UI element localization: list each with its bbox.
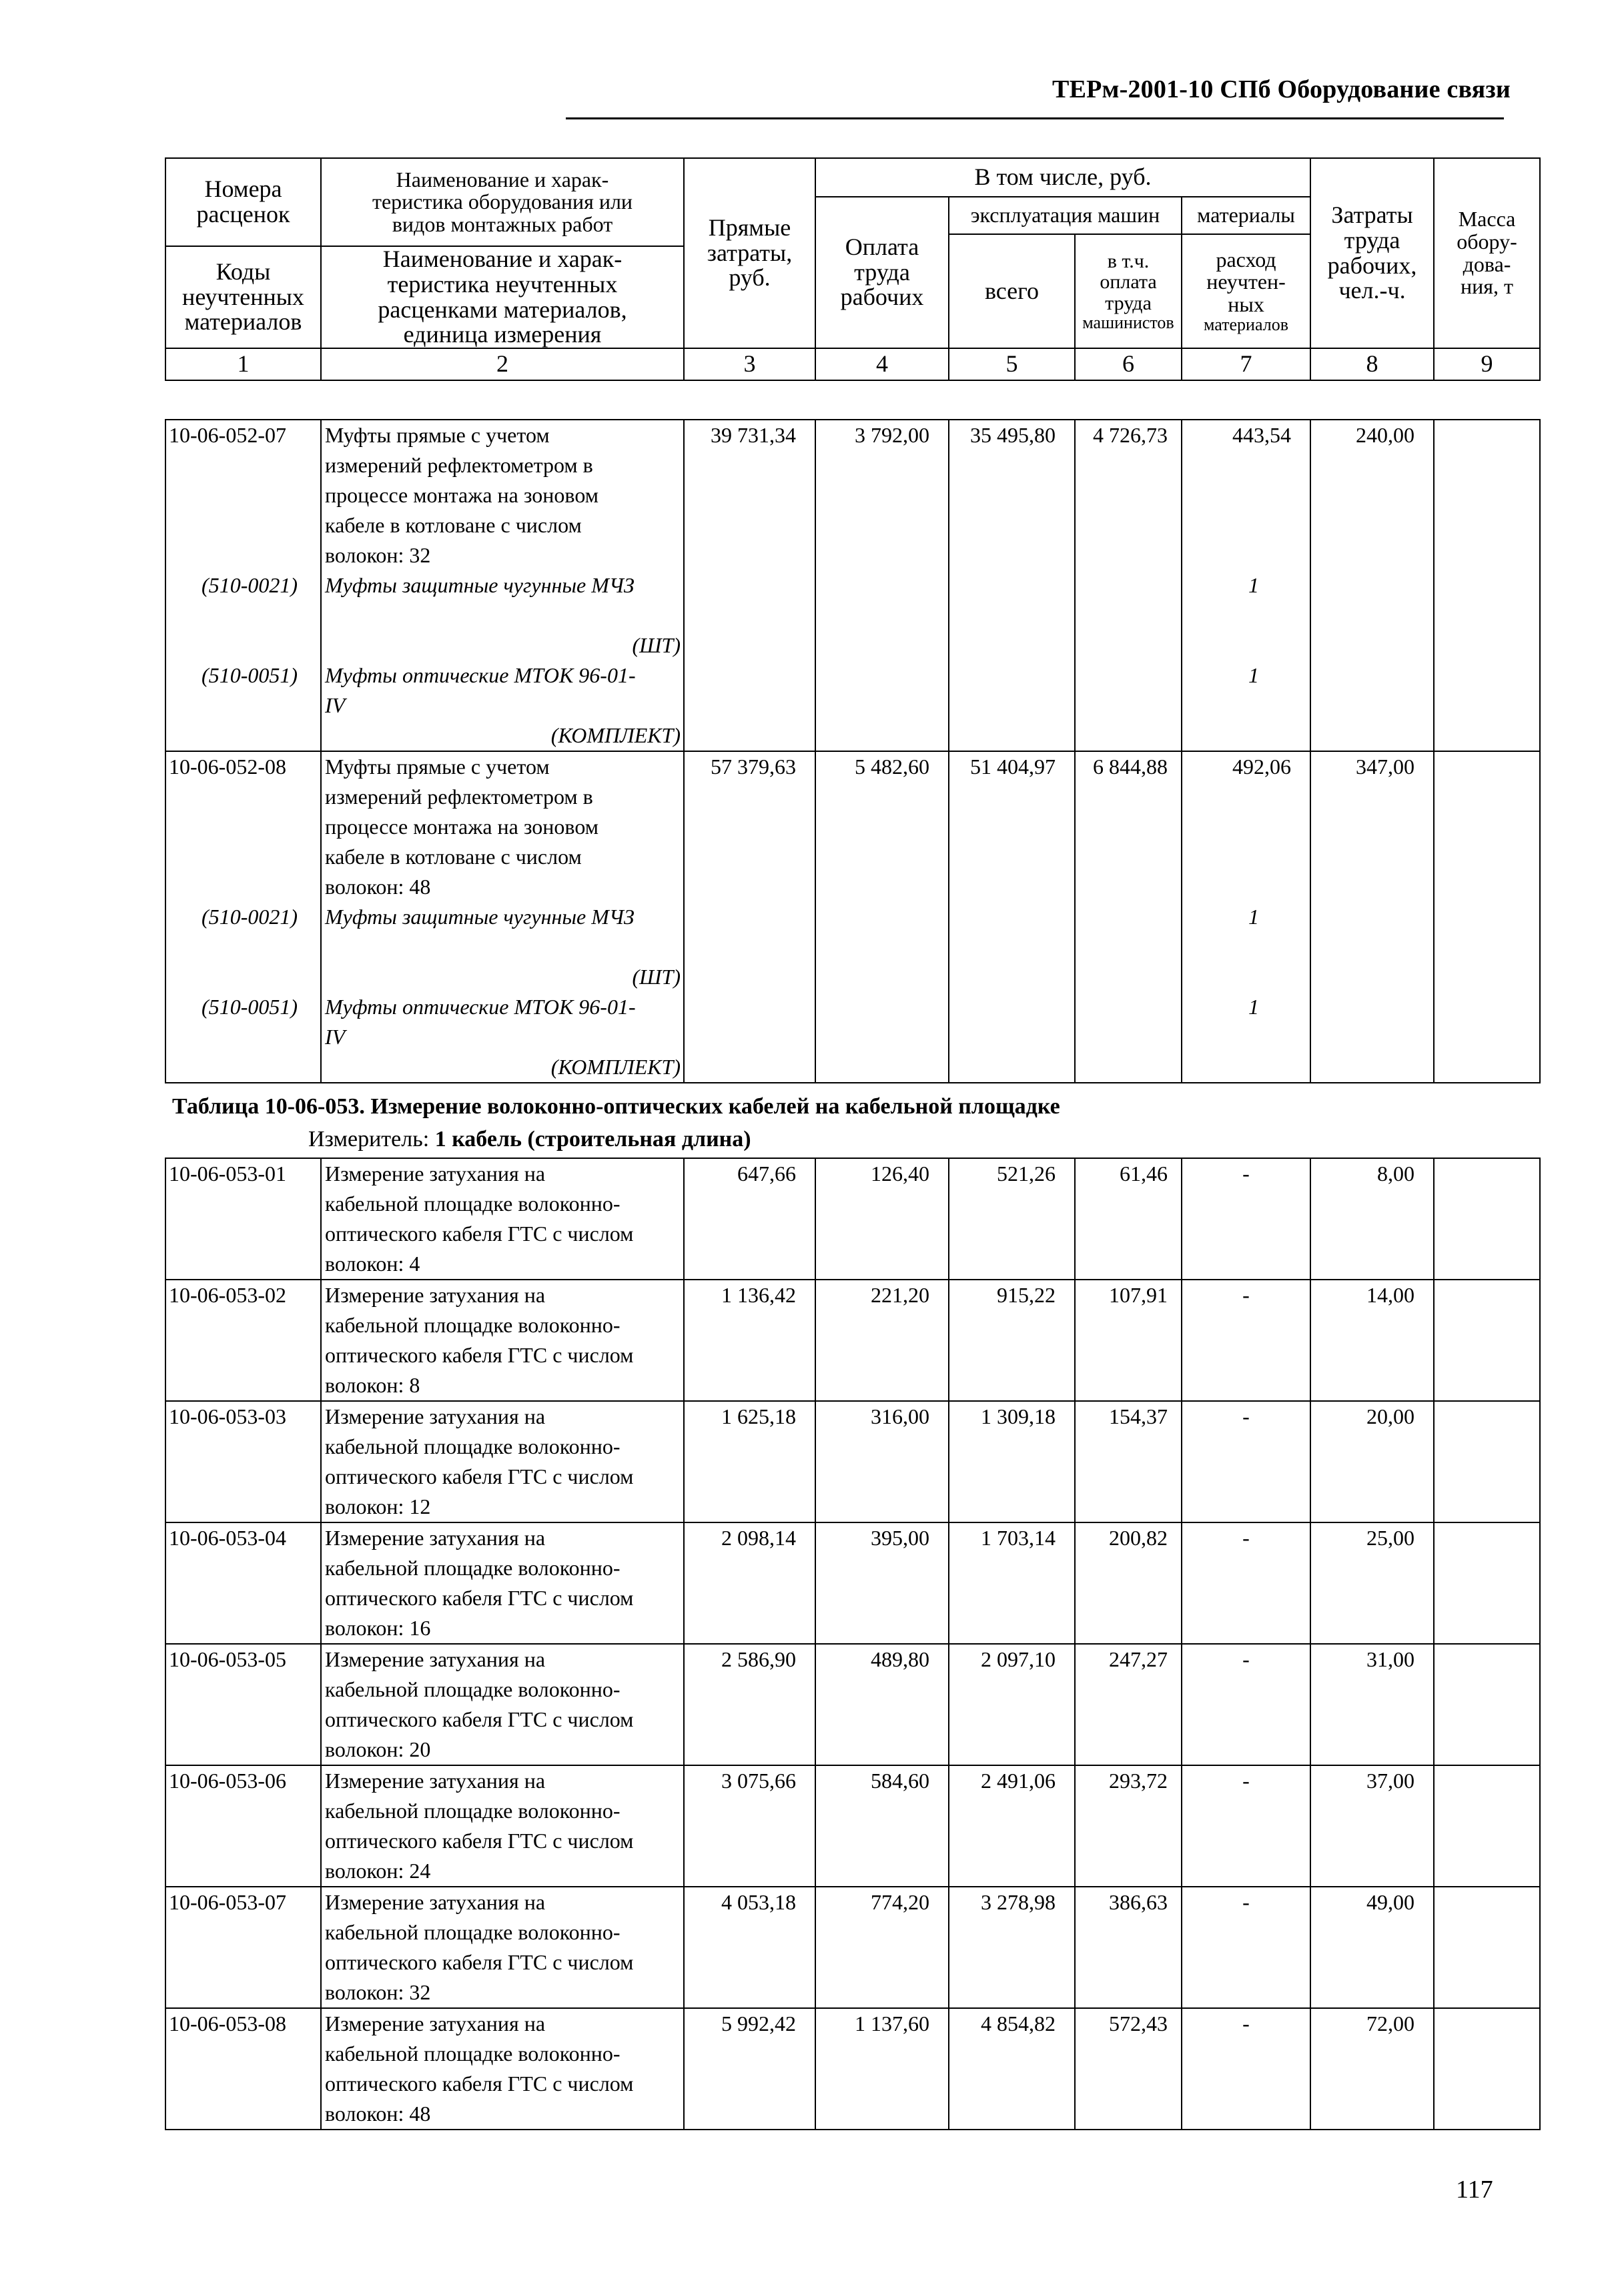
description-line: волокон: 24 [325,1859,431,1883]
equipment-mass [1434,751,1540,1083]
labor-cost: 774,20 [815,1887,949,2008]
description-line: Измерение затухания на [325,1404,546,1428]
labor-hours: 25,00 [1310,1522,1434,1644]
col8-header: Затраты труда рабочих, чел.-ч. [1310,158,1434,348]
machine-cost: 51 404,97 [949,751,1075,1083]
colnum-9: 9 [1434,348,1540,380]
labor-hours: 20,00 [1310,1401,1434,1522]
machine-cost: 915,22 [949,1280,1075,1401]
machine-cost: 1 703,14 [949,1522,1075,1644]
description-line: кабельной площадке волоконно- [325,1434,621,1458]
rate-code: 10-06-053-05 [165,1644,321,1765]
description-line: Измерение затухания на [325,1283,546,1307]
rates-table-052 [165,419,1541,1083]
rates-table-053 [165,1158,1541,2130]
labor-hours: 347,00 [1310,751,1434,1083]
description-line: оптического кабеля ГТС с числом [325,1464,634,1488]
machine-cost: 3 278,98 [949,1887,1075,2008]
rate-description [321,1522,684,1644]
table-row [165,1280,1540,1401]
materials-cost: - [1182,1765,1310,1887]
equipment-mass [1434,1158,1540,1280]
labor-cost: 126,40 [815,1158,949,1280]
rate-description [321,1401,684,1522]
rate-code: 10-06-052-08 (510-0021) (510-0051) [165,751,321,1083]
rate-code: 10-06-053-01 [165,1158,321,1280]
description-line: Измерение затухания на [325,1162,546,1186]
machinist-labor-cost: 572,43 [1075,2008,1182,2130]
equipment-mass [1434,1887,1540,2008]
rate-description: Муфты прямые с учетом измерений рефлектометром в процессе монтажа на зоновом кабеле в котловане с числом волокон: 32 Муфты защитные чугунные МЧЗ (ШТ) Муфты оптические МТОК 96-01- IV (КОМПЛЕКТ) [321,420,684,751]
description-line: Измерение затухания на [325,1647,546,1671]
rate-description [321,1158,684,1280]
table-row [165,1522,1540,1644]
labor-hours: 49,00 [1310,1887,1434,2008]
col9-header: Масса обору- дова- ния, т [1434,158,1540,348]
including-header: В том числе, руб. [815,158,1310,197]
column-header-table [165,157,1541,381]
labor-hours: 72,00 [1310,2008,1434,2130]
measure-unit: Измеритель: 1 кабель (строительная длина) [308,1127,751,1152]
equipment-mass [1434,1765,1540,1887]
table-row [165,1765,1540,1887]
colnum-8: 8 [1310,348,1434,380]
col3-header: Прямые затраты, руб. [684,158,815,348]
labor-hours: 31,00 [1310,1644,1434,1765]
materials-cost: - [1182,1280,1310,1401]
machine-cost: 1 309,18 [949,1401,1075,1522]
materials-cost: - [1182,1644,1310,1765]
rate-description [321,1887,684,2008]
materials-cost: - [1182,1158,1310,1280]
table-row [165,420,1540,751]
rate-code: 10-06-052-07 (510-0021) (510-0051) [165,420,321,751]
description-line: оптического кабеля ГТС с числом [325,1829,634,1853]
machines-header: эксплуатация машин [949,197,1182,234]
description-line: кабельной площадке волоконно- [325,1192,621,1216]
colnum-4: 4 [815,348,949,380]
colnum-1: 1 [165,348,321,380]
machine-cost: 2 491,06 [949,1765,1075,1887]
equipment-mass [1434,2008,1540,2130]
labor-cost: 489,80 [815,1644,949,1765]
description-line: волокон: 4 [325,1252,420,1276]
header-rule [566,117,1504,119]
machinist-labor-cost: 154,37 [1075,1401,1182,1522]
equipment-mass [1434,1401,1540,1522]
description-line: Измерение затухания на [325,1526,546,1550]
description-line: оптического кабеля ГТС с числом [325,1586,634,1610]
running-header-title: ТЕРм-2001-10 СПб Оборудование связи [1052,75,1511,103]
materials-cost: - [1182,1401,1310,1522]
table-row [165,2008,1540,2130]
description-line: кабельной площадке волоконно- [325,1677,621,1701]
description-line: кабельной площадке волоконно- [325,1556,621,1580]
table-row [165,751,1540,1083]
description-line: Измерение затухания на [325,1890,546,1914]
description-line: волокон: 48 [325,2102,431,2126]
direct-cost: 1 625,18 [684,1401,815,1522]
materials-cost: - [1182,1522,1310,1644]
description-line: кабельной площадке волоконно- [325,1920,621,1944]
colnum-7: 7 [1182,348,1310,380]
labor-hours: 8,00 [1310,1158,1434,1280]
direct-cost: 57 379,63 [684,751,815,1083]
machinist-labor-cost: 61,46 [1075,1158,1182,1280]
materials-cost: 492,06 1 1 [1182,751,1310,1083]
direct-cost: 2 586,90 [684,1644,815,1765]
colnum-6: 6 [1075,348,1182,380]
col1-header-bottom: Коды неучтенных материалов [165,246,321,348]
description-line: Измерение затухания на [325,1769,546,1793]
table-row [165,1401,1540,1522]
machinist-labor-cost: 386,63 [1075,1887,1182,2008]
colnum-2: 2 [321,348,684,380]
rate-description [321,1765,684,1887]
description-line: оптического кабеля ГТС с числом [325,1707,634,1731]
machine-cost: 2 097,10 [949,1644,1075,1765]
table-caption: Таблица 10-06-053. Измерение волоконно-оптических кабелей на кабельной площадке [172,1094,1060,1119]
table-row [165,1644,1540,1765]
rate-description: Муфты прямые с учетом измерений рефлектометром в процессе монтажа на зоновом кабеле в котловане с числом волокон: 48 Муфты защитные чугунные МЧЗ (ШТ) Муфты оптические МТОК 96-01- IV (КОМПЛЕКТ) [321,751,684,1083]
rate-code: 10-06-053-08 [165,2008,321,2130]
labor-cost: 395,00 [815,1522,949,1644]
direct-cost: 5 992,42 [684,2008,815,2130]
labor-cost: 316,00 [815,1401,949,1522]
description-line: оптического кабеля ГТС с числом [325,1343,634,1367]
rate-description [321,1644,684,1765]
machinist-labor-cost: 6 844,88 [1075,751,1182,1083]
col5-header: всего [949,234,1075,348]
description-line: оптического кабеля ГТС с числом [325,2072,634,2096]
description-line: оптического кабеля ГТС с числом [325,1950,634,1974]
labor-cost: 584,60 [815,1765,949,1887]
machine-cost: 521,26 [949,1158,1075,1280]
machinist-labor-cost: 4 726,73 [1075,420,1182,751]
labor-cost: 1 137,60 [815,2008,949,2130]
labor-cost: 5 482,60 [815,751,949,1083]
table-row [165,1887,1540,2008]
direct-cost: 2 098,14 [684,1522,815,1644]
rate-description [321,1280,684,1401]
machine-cost: 4 854,82 [949,2008,1075,2130]
direct-cost: 4 053,18 [684,1887,815,2008]
direct-cost: 3 075,66 [684,1765,815,1887]
materials-cost: - [1182,2008,1310,2130]
labor-cost: 221,20 [815,1280,949,1401]
machinist-labor-cost: 107,91 [1075,1280,1182,1401]
description-line: волокон: 16 [325,1616,431,1640]
equipment-mass [1434,1280,1540,1401]
table-row [165,1158,1540,1280]
machine-cost: 35 495,80 [949,420,1075,751]
col2-header-bottom: Наименование и харак- теристика неучтенных расценками материалов, единица измерения [321,246,684,348]
description-line: кабельной площадке волоконно- [325,2041,621,2066]
description-line: оптического кабеля ГТС с числом [325,1222,634,1246]
col1-header-top: Номера расценок [165,158,321,246]
materials-cost: 443,54 1 1 [1182,420,1310,751]
description-line: волокон: 20 [325,1737,431,1761]
machinist-labor-cost: 200,82 [1075,1522,1182,1644]
machinist-labor-cost: 293,72 [1075,1765,1182,1887]
description-line: кабельной площадке волоконно- [325,1799,621,1823]
labor-hours: 14,00 [1310,1280,1434,1401]
description-line: волокон: 8 [325,1373,420,1397]
page-number: 117 [1456,2176,1493,2204]
rate-code: 10-06-053-04 [165,1522,321,1644]
machinist-labor-cost: 247,27 [1075,1644,1182,1765]
labor-cost: 3 792,00 [815,420,949,751]
colnum-5: 5 [949,348,1075,380]
equipment-mass [1434,1522,1540,1644]
rate-code: 10-06-053-07 [165,1887,321,2008]
direct-cost: 647,66 [684,1158,815,1280]
col6-header: в т.ч. оплата труда машинистов [1075,234,1182,348]
rate-code: 10-06-053-03 [165,1401,321,1522]
rate-description [321,2008,684,2130]
description-line: волокон: 32 [325,1980,431,2004]
rate-code: 10-06-053-02 [165,1280,321,1401]
equipment-mass [1434,420,1540,751]
col7-header: расход неучтен- ных материалов [1182,234,1310,348]
materials-header: материалы [1182,197,1310,234]
colnum-3: 3 [684,348,815,380]
col2-header-top: Наименование и харак- теристика оборудования или видов монтажных работ [321,158,684,246]
rate-code: 10-06-053-06 [165,1765,321,1887]
description-line: кабельной площадке волоконно- [325,1313,621,1337]
labor-hours: 37,00 [1310,1765,1434,1887]
direct-cost: 39 731,34 [684,420,815,751]
col4-header: Оплата труда рабочих [815,197,949,348]
labor-hours: 240,00 [1310,420,1434,751]
direct-cost: 1 136,42 [684,1280,815,1401]
description-line: волокон: 12 [325,1494,431,1518]
equipment-mass [1434,1644,1540,1765]
description-line: Измерение затухания на [325,2011,546,2035]
materials-cost: - [1182,1887,1310,2008]
